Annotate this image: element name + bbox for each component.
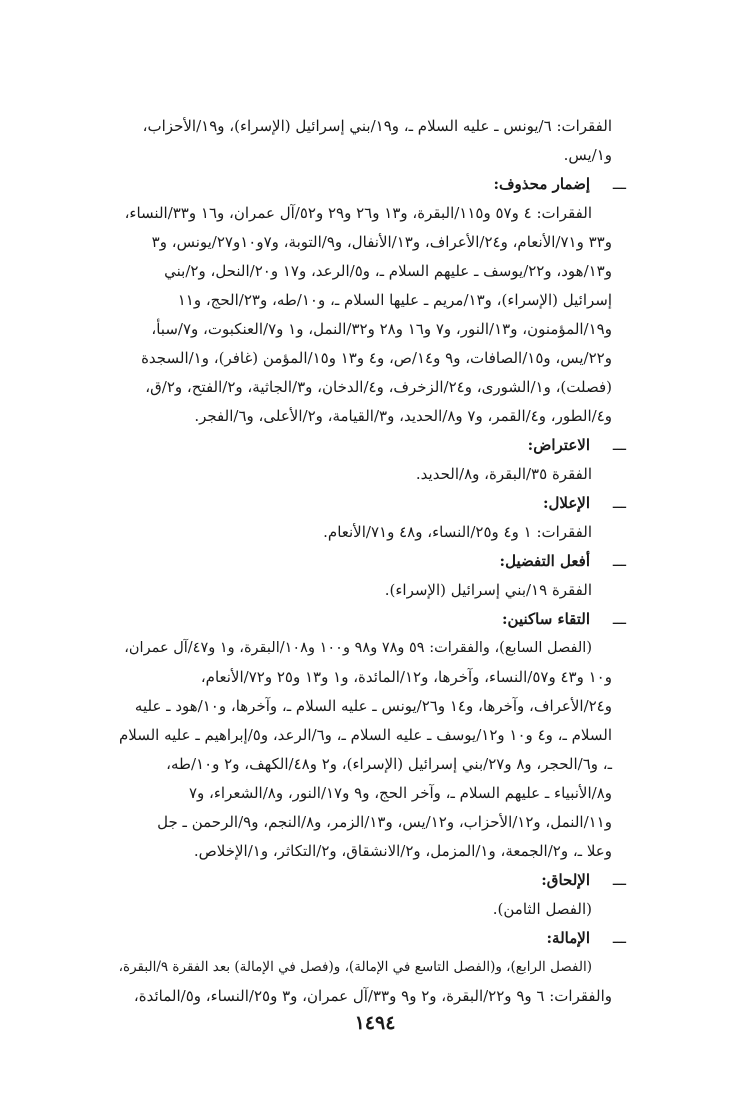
text-line: (الفصل الثامن). — [492, 900, 592, 918]
text-line: (الفصل السابع)، والفقرات: ٥٩ و٧٨ و٩٨ و١٠٠ و١٠٨/البقرة، و١ و٤٧/آل عمران، — [124, 640, 592, 656]
dash-bullet-icon: ـــ — [612, 175, 626, 193]
text-line: إسرائيل (الإسراء)، و١٣/مريم ـ عليها السلام ـ، و١٠/طه، و٢٣/الحج، و١١ — [177, 291, 612, 309]
dash-bullet-icon: ـــ — [612, 871, 626, 889]
text-line: و٣٣ و٧١/الأنعام، و٢٤/الأعراف، و١٣/الأنفال، و٩/التوبة، و٧و١٠و٢٧/يونس، و٣ — [151, 233, 612, 251]
text-line: (فصلت)، و١/الشورى، و٢٤/الزخرف، و٤/الدخان، و٣/الجاثية، و٢/الفتح، و٢/ق، — [145, 378, 612, 396]
text-line: (الفصل الرابع)، و(الفصل التاسع في الإمالة)، و(فصل في الإمالة) بعد الفقرة ٩/البقرة، — [118, 959, 592, 975]
text-line: و٨/الأنبياء ـ عليهم السلام ـ، وآخر الحج، و٩ و١٧/النور، و٨/الشعراء، و٧ — [188, 784, 612, 802]
section-heading: ـــ إضمار محذوف: — [112, 170, 612, 199]
section-heading: ـــ الاعتراض: — [112, 431, 612, 460]
dash-bullet-icon: ـــ — [612, 494, 626, 512]
text-line: ـ، و٦/الحجر، و٨ و٢٧/بني إسرائيل (الإسراء)، و٢ و٤٨/الكهف، و٢ و١٠/طه، — [166, 755, 612, 773]
dash-bullet-icon: ـــ — [612, 929, 626, 947]
dash-bullet-icon: ـــ — [612, 610, 626, 628]
index-content — [112, 112, 626, 1011]
text-line: و١١/النمل، و١٢/الأحزاب، و١٢/يس، و١٣/الزمر، و٨/النجم، و٩/الرحمن ـ جل — [157, 813, 612, 831]
text-line: و١٠ و٤٣ و٥٧/النساء، وآخرها، و١٢/المائدة، و١ و١٣ و٢٥ و٧٢/الأنعام، — [200, 668, 612, 686]
dash-bullet-icon: ـــ — [612, 552, 626, 570]
page-number: ١٤٩٤ — [354, 1012, 396, 1034]
text-line: الفقرات: ٤ و٥٧ و١١٥/البقرة، و١٣ و٢٦ و٢٩ و٥٢/آل عمران، و١٦ و٣٣/النساء، — [124, 204, 592, 222]
text-line: و١/يس. — [563, 146, 612, 164]
section-heading: ـــ أفعل التفضيل: — [112, 547, 612, 576]
text-line: وعلا ـ، و٢/الجمعة، و١/المزمل، و٢/الانشقاق، و٢/التكاثر، و١/الإخلاص. — [193, 842, 612, 860]
text-line: الفقرة ١٩/بني إسرائيل (الإسراء). — [384, 581, 592, 599]
dash-bullet-icon: ـــ — [612, 436, 626, 454]
section-heading: ـــ الإمالة: — [112, 924, 612, 953]
text-line: الفقرة ٣٥/البقرة، و٨/الحديد. — [415, 465, 592, 483]
section-heading: ـــ التقاء ساكنين: — [112, 605, 612, 634]
section-heading: ـــ الإلحاق: — [112, 866, 612, 895]
text-line: و١٣/هود، و٢٢/يوسف ـ عليهم السلام ـ، و٥/الرعد، و١٧ و٢٠/النحل، و٢/بني — [164, 262, 612, 280]
text-line: والفقرات: ٦ و٩ و٢٢/البقرة، و٢ و٩ و٣٣/آل عمران، و٣ و٢٥/النساء، و٥/المائدة، — [133, 987, 612, 1005]
text-line: السلام ـ، و٤ و١٠ و١٢/يوسف ـ عليه السلام ـ، و٦/الرعد، و٥/إبراهيم ـ عليه السلام — [118, 726, 612, 744]
text-line: و٤/الطور، و٤/القمر، و٧ و٨/الحديد، و٣/القيامة، و٢/الأعلى، و٦/الفجر. — [194, 407, 612, 425]
text-line: الفقرات: ١ و٤ و٢٥/النساء، و٤٨ و٧١/الأنعام. — [323, 523, 592, 541]
text-line: الفقرات: ٦/يونس ـ عليه السلام ـ، و١٩/بني إسرائيل (الإسراء)، و١٩/الأحزاب، — [142, 117, 612, 135]
text-line: و٢٤/الأعراف، وآخرها، و١٤ و٢٦/يونس ـ عليه السلام ـ، وآخرها، و١٠/هود ـ عليه — [134, 697, 612, 715]
text-line: و٢٢/يس، و١٥/الصافات، و٩ و١٤/ص، و٤ و١٣ و١٥/المؤمن (غافر)، و١/السجدة — [141, 349, 612, 367]
section-heading: ـــ الإعلال: — [112, 489, 612, 518]
text-line: و١٩/المؤمنون، و١٣/النور، و٧ و١٦ و٢٨ و٣٢/النمل، و١ و٧/العنكبوت، و٧/سبأ، — [151, 320, 612, 338]
